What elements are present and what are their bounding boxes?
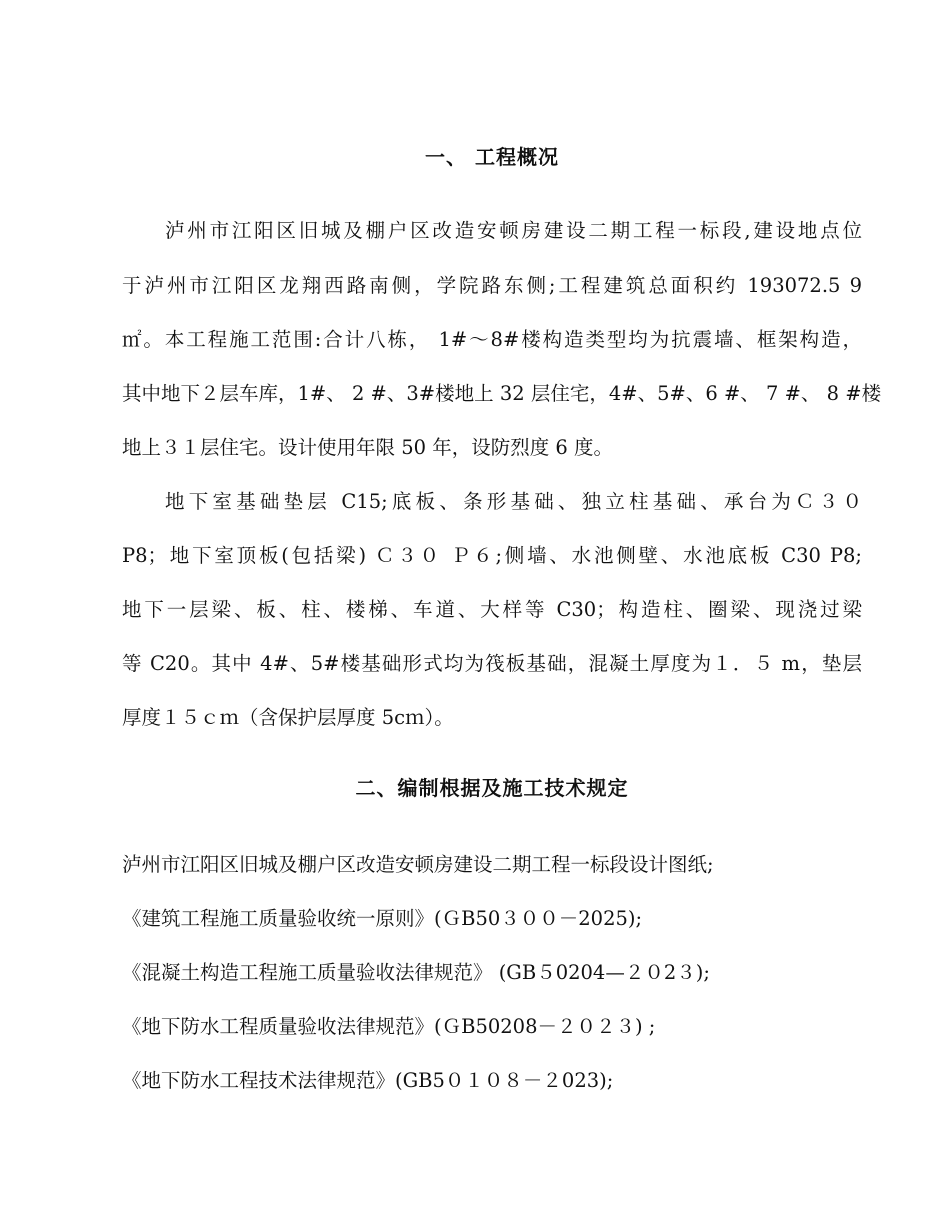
list-item: 《地下防水工程技术法律规范》(GB5０１０８－２023);: [122, 1069, 614, 1092]
list-item: 泸州市江阳区旧城及棚户区改造安顿房建设二期工程一标段设计图纸;: [122, 853, 714, 876]
section-heading-basis: 二、编制根据及施工技术规定: [355, 776, 629, 800]
text-line: 地下一层梁、板、柱、楼梯、车道、大样等 C30；构造柱、圈梁、现浇过梁: [122, 598, 862, 621]
text-line: ㎡。本工程施工范围:合计八栋， 1#～8#楼构造类型均为抗震墙、框架构造，: [122, 328, 862, 351]
text-line: P8；地下室顶板(包括梁) Ｃ３０ Ｐ６;侧墙、水池侧壁、水池底板 C30 P8;: [122, 544, 862, 567]
list-item: 《建筑工程施工质量验收统一原则》(ＧB50３００－2025);: [122, 907, 643, 930]
text-line: 厚度１５ｃｍ（含保护层厚度 5cｍ）。: [122, 706, 454, 729]
section-heading-overview: 一、 工程概况: [425, 145, 559, 169]
text-line: 地上３１层住宅。设计使用年限 50 年，设防烈度 6 度。: [122, 436, 614, 459]
list-item: 《混凝土构造工程施工质量验收法律规范》 (GB５0204—２０2３);: [122, 961, 710, 984]
text-line: 其中地下２层车库，1#、 2 #、3#楼地上 32 层住宅，4#、5#、6 #、 7 #、 8 #楼: [122, 382, 882, 405]
text-line: 泸州市江阳区旧城及棚户区改造安顿房建设二期工程一标段,建设地点位: [165, 219, 862, 242]
text-line: 等 C20。其中 4#、5#楼基础形式均为筏板基础，混凝土厚度为１．５ m，垫层: [122, 652, 862, 675]
text-line: 于泸州市江阳区龙翔西路南侧，学院路东侧;工程建筑总面积约 193072.5 9: [122, 274, 862, 297]
list-item: 《地下防水工程质量验收法律规范》(ＧB50208－２０２３) ;: [122, 1015, 656, 1038]
text-line: 地下室基础垫层 C15;底板、条形基础、独立柱基础、承台为Ｃ３０: [165, 490, 862, 513]
